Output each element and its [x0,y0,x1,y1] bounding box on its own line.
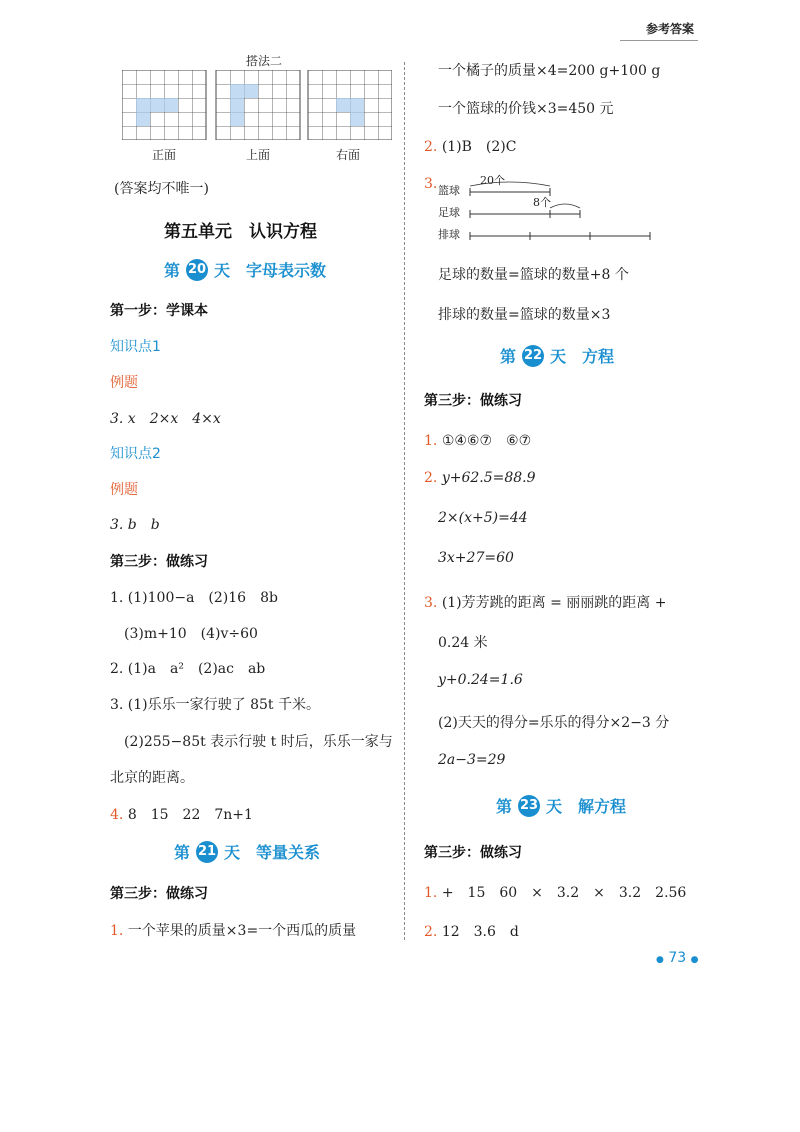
day21-number: 21 [196,841,218,863]
diagram-label-basketball: 篮球 [438,184,460,197]
day21-title: 等量关系 [256,843,321,862]
page-number: ● 73 ● [656,950,699,966]
q4-answer [110,804,253,824]
q3-line1: 3. (1)乐乐一家行驶了 85t 千米。 [110,697,320,713]
q1-line1: 1. (1)100−a (2)16 8b [110,590,278,606]
day23-q1 [424,882,686,902]
step3-heading-day20: 第三步：做练习 [110,554,208,570]
diagram-mid-label: 8个 [533,196,551,209]
day23-q2-number: 2. [424,924,438,940]
answer-kp1: 3. x 2×x 4×x [110,411,221,427]
right-view-grid [308,70,392,140]
day22-q3-line5: 2a−3=29 [438,752,506,768]
right-line-2: 一个篮球的价钱×3=450 元 [438,101,614,117]
right-q2 [424,136,516,156]
unit-title: 第五单元 认识方程 [164,222,317,242]
q3-line3: 北京的距离。 [110,770,194,786]
q4-text: 8 15 22 7n+1 [127,807,253,823]
day22-prefix: 第 [500,347,517,366]
right-line-1: 一个橘子的质量×4=200 g+100 g [438,63,661,79]
day22-q1 [424,430,531,450]
day22-q2-line3: 3x+27=60 [438,550,514,566]
step1-heading: 第一步：学课本 [110,303,208,319]
day21-q1-number: 1. [110,923,124,939]
day22-q2-text: y+62.5=88.9 [441,470,536,486]
answer-kp2: 3. b b [110,517,160,533]
day22-suffix: 天 [550,347,567,366]
day23-title: 解方程 [578,797,627,816]
q2-answer: 2. (1)a a² (2)ac ab [110,661,266,677]
day21-q1-text: 一个苹果的质量×3=一个西瓜的质量 [127,923,357,939]
diagram-label-volleyball: 排球 [438,228,460,241]
day20-prefix: 第 [164,261,181,280]
day22-title: 方程 [582,347,615,366]
right-line-6: 排球的数量=篮球的数量×3 [438,307,611,323]
front-view-grid [122,70,206,140]
day20-heading [164,258,326,281]
knowledge-point-2: 知识点2 [110,446,161,462]
diagram-lines [468,174,658,244]
right-q2-text: (1)B (2)C [441,139,517,155]
day22-q3-line3: y+0.24=1.6 [438,672,523,688]
column-divider [404,62,405,940]
day23-q2-text: 12 3.6 d [441,924,519,940]
day23-heading [496,794,626,817]
day22-number: 22 [522,345,544,367]
day22-q1-number: 1. [424,433,438,449]
right-q3-number: 3. [424,176,438,192]
right-line-5: 足球的数量=篮球的数量+8 个 [438,267,629,283]
right-q2-number: 2. [424,139,438,155]
q3-line2: (2)255−85t 表示行驶 t 时后，乐乐一家与 [124,734,393,750]
day22-q1-text: ①④⑥⑦ ⑥⑦ [441,433,532,449]
day20-title: 字母表示数 [246,261,327,280]
day21-q1 [110,920,356,940]
diagram-top-label: 20个 [480,174,505,187]
header-rule [620,40,698,41]
header-title: 参考答案 [645,22,694,36]
day20-suffix: 天 [214,261,231,280]
day23-suffix: 天 [546,797,563,816]
day22-heading [500,344,614,367]
day22-q2-number: 2. [424,470,438,486]
diagram-label-football: 足球 [438,206,460,219]
right-view-label: 右面 [336,148,361,162]
top-view-label: 上面 [246,148,271,162]
day23-prefix: 第 [496,797,513,816]
step3-heading-day22: 第三步：做练习 [424,393,522,409]
view-grids [122,70,392,140]
grid-caption: 搭法二 [246,54,283,68]
day22-q3-line4: (2)天天的得分=乐乐的得分×2−3 分 [438,715,670,731]
front-view-label: 正面 [152,148,177,162]
example-label-2: 例题 [110,482,138,498]
step3-heading-day23: 第三步：做练习 [424,845,522,861]
day22-q2-line2: 2×(x+5)=44 [438,510,528,526]
day20-number: 20 [186,259,208,281]
day23-q2 [424,921,519,941]
day21-prefix: 第 [174,843,191,862]
knowledge-point-1: 知识点1 [110,339,161,355]
example-label-1: 例题 [110,375,138,391]
segment-diagram [438,174,658,244]
q1-line2: (3)m+10 (4)v÷60 [124,626,258,642]
q4-number: 4. [110,807,124,823]
step3-heading-day21: 第三步：做练习 [110,886,208,902]
day23-q1-number: 1. [424,885,438,901]
top-view-grid [216,70,300,140]
day23-q1-text: + 15 60 × 3.2 × 3.2 2.56 [441,885,687,901]
day22-q3-text: (1)芳芳跳的距离 = 丽丽跳的距离 + [441,595,667,611]
day21-heading [174,840,320,863]
day21-suffix: 天 [224,843,241,862]
day22-q2 [424,470,536,486]
day22-q3-number: 3. [424,595,438,611]
day23-number: 23 [518,795,540,817]
day22-q3 [424,592,666,612]
page-number-text: 73 [668,950,687,966]
note: (答案均不唯一) [114,181,209,197]
day22-q3-line2: 0.24 米 [438,635,488,651]
